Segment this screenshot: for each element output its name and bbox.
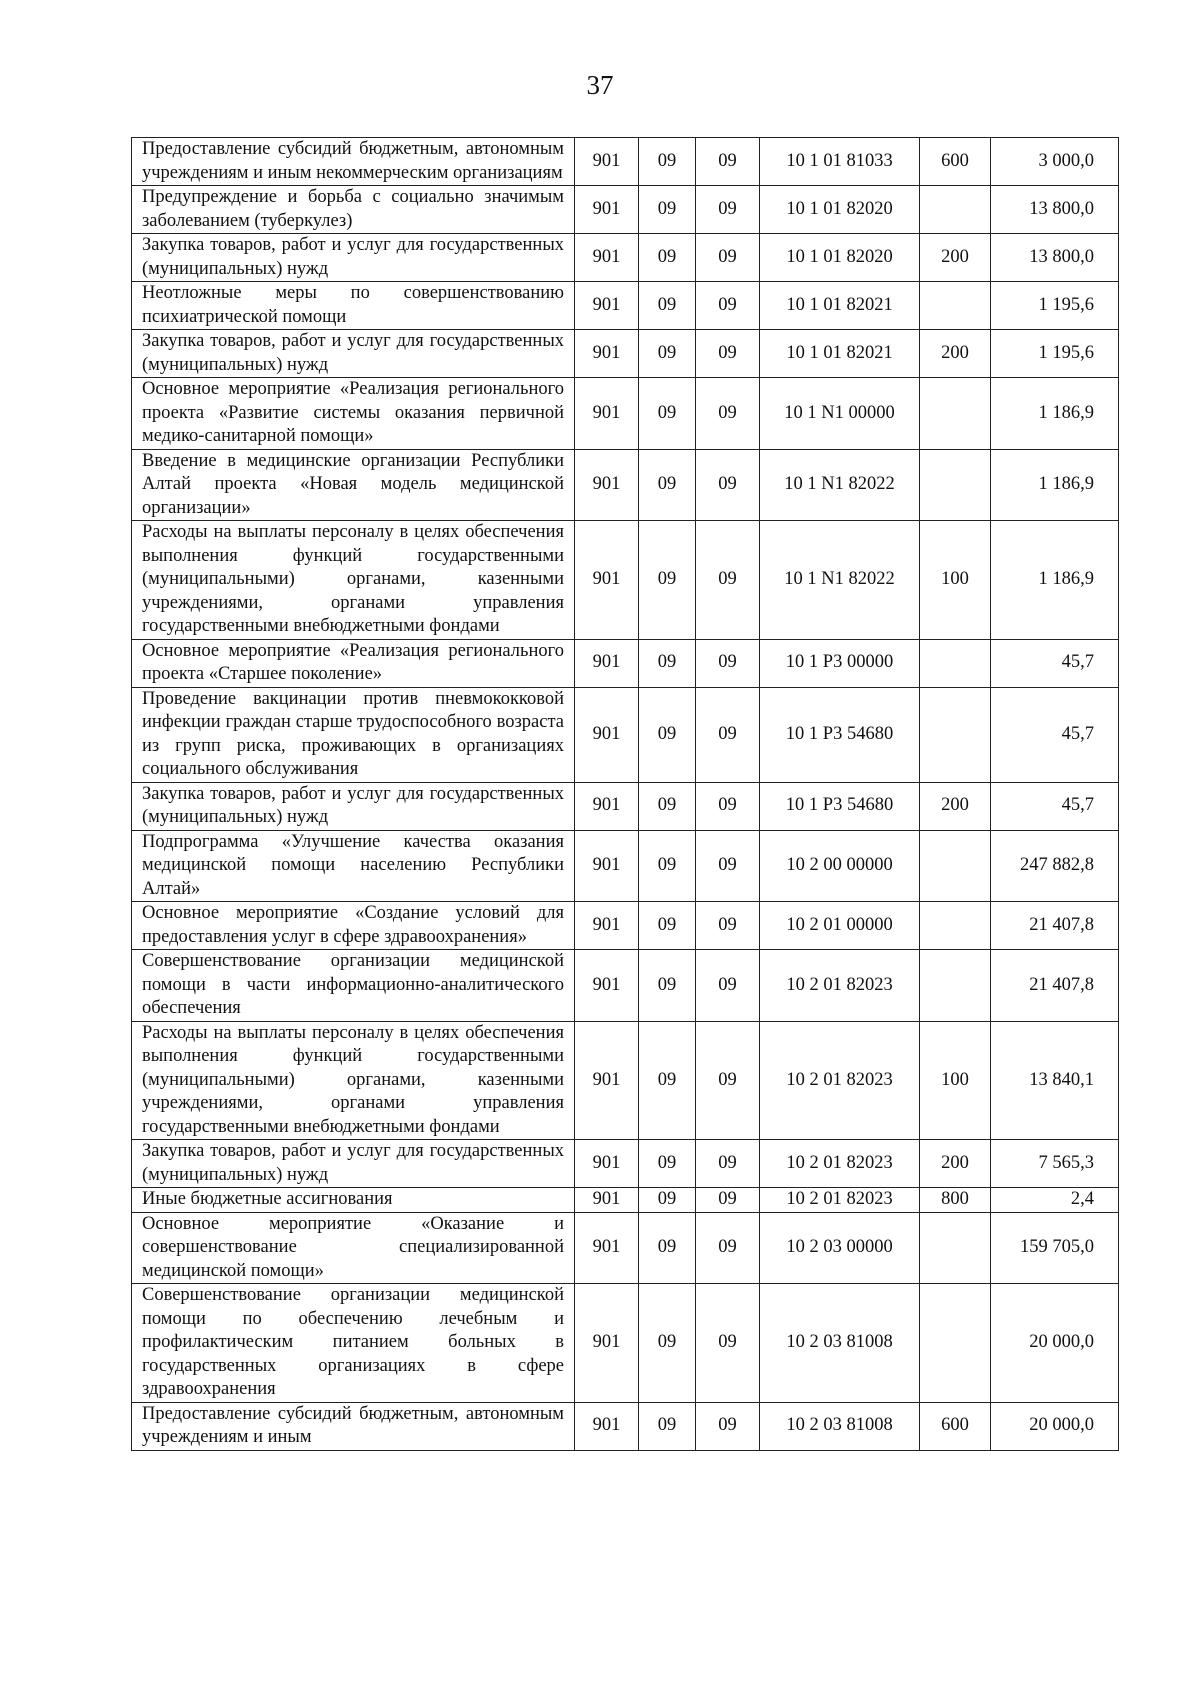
table-row xyxy=(132,449,1119,521)
row-section-cell: 09 xyxy=(639,639,696,687)
row-subsection-cell: 09 xyxy=(696,1284,760,1403)
row-target-article-cell: 10 1 01 82021 xyxy=(760,330,920,378)
row-name-cell: Предоставление субсидий бюджетным, автономным учреждениям и иным xyxy=(132,1402,575,1450)
row-name-cell: Основное мероприятие «Создание условий для предоставления услуг в сфере здравоохранения» xyxy=(132,902,575,950)
table-row xyxy=(132,186,1119,234)
row-target-article-cell: 10 2 03 00000 xyxy=(760,1212,920,1284)
row-ved-code-cell: 901 xyxy=(575,1284,639,1403)
row-amount-cell: 45,7 xyxy=(991,782,1119,830)
row-target-article-cell: 10 1 01 82020 xyxy=(760,234,920,282)
page-number: 37 xyxy=(586,70,614,100)
row-ved-code-cell: 901 xyxy=(575,1402,639,1450)
table-row xyxy=(132,639,1119,687)
row-amount-cell: 1 186,9 xyxy=(991,521,1119,640)
row-name-cell: Совершенствование организации медицинской помощи в части информационно-аналитического обеспечения xyxy=(132,950,575,1022)
row-section-cell: 09 xyxy=(639,282,696,330)
table-row xyxy=(132,830,1119,902)
table-body xyxy=(132,138,1119,1451)
row-ved-code-cell: 901 xyxy=(575,449,639,521)
row-section-cell: 09 xyxy=(639,782,696,830)
row-subsection-cell: 09 xyxy=(696,1140,760,1188)
row-section-cell: 09 xyxy=(639,1212,696,1284)
row-target-article-cell: 10 2 00 00000 xyxy=(760,830,920,902)
row-ved-code-cell: 901 xyxy=(575,950,639,1022)
row-section-cell: 09 xyxy=(639,521,696,640)
row-section-cell: 09 xyxy=(639,1140,696,1188)
row-target-article-cell: 10 1 P3 54680 xyxy=(760,782,920,830)
row-name-cell: Закупка товаров, работ и услуг для государственных (муниципальных) нужд xyxy=(132,234,575,282)
row-name-cell: Закупка товаров, работ и услуг для государственных (муниципальных) нужд xyxy=(132,782,575,830)
row-subsection-cell: 09 xyxy=(696,1402,760,1450)
row-section-cell: 09 xyxy=(639,186,696,234)
row-expense-type-cell xyxy=(920,830,991,902)
row-expense-type-cell xyxy=(920,1284,991,1403)
row-subsection-cell: 09 xyxy=(696,282,760,330)
row-subsection-cell: 09 xyxy=(696,902,760,950)
row-amount-cell: 21 407,8 xyxy=(991,902,1119,950)
row-section-cell: 09 xyxy=(639,687,696,782)
table-row xyxy=(132,378,1119,450)
row-subsection-cell: 09 xyxy=(696,782,760,830)
row-amount-cell: 13 840,1 xyxy=(991,1021,1119,1140)
row-section-cell: 09 xyxy=(639,1188,696,1213)
row-ved-code-cell: 901 xyxy=(575,1188,639,1213)
row-target-article-cell: 10 2 01 00000 xyxy=(760,902,920,950)
row-target-article-cell: 10 2 01 82023 xyxy=(760,1140,920,1188)
table-row xyxy=(132,1402,1119,1450)
row-expense-type-cell xyxy=(920,902,991,950)
table-row xyxy=(132,902,1119,950)
row-subsection-cell: 09 xyxy=(696,1188,760,1213)
row-target-article-cell: 10 1 N1 82022 xyxy=(760,521,920,640)
row-ved-code-cell: 901 xyxy=(575,234,639,282)
row-name-cell: Совершенствование организации медицинской помощи по обеспечению лечебным и профилактическим питанием больных в государственных организациях в сфере здравоохранения xyxy=(132,1284,575,1403)
row-ved-code-cell: 901 xyxy=(575,521,639,640)
row-name-cell: Предупреждение и борьба с социально значимым заболеванием (туберкулез) xyxy=(132,186,575,234)
row-section-cell: 09 xyxy=(639,1021,696,1140)
row-amount-cell: 1 195,6 xyxy=(991,330,1119,378)
row-section-cell: 09 xyxy=(639,950,696,1022)
row-name-cell: Закупка товаров, работ и услуг для государственных (муниципальных) нужд xyxy=(132,1140,575,1188)
row-subsection-cell: 09 xyxy=(696,234,760,282)
row-target-article-cell: 10 1 P3 00000 xyxy=(760,639,920,687)
table-row xyxy=(132,1188,1119,1213)
table-row xyxy=(132,330,1119,378)
row-expense-type-cell: 200 xyxy=(920,330,991,378)
row-expense-type-cell: 200 xyxy=(920,1140,991,1188)
row-target-article-cell: 10 1 N1 00000 xyxy=(760,378,920,450)
row-ved-code-cell: 901 xyxy=(575,330,639,378)
row-subsection-cell: 09 xyxy=(696,639,760,687)
row-name-cell: Расходы на выплаты персоналу в целях обеспечения выполнения функций государственными (муниципальными) органами, казенными учреждениями, органами управления государственными внебюджетными фондами xyxy=(132,521,575,640)
table-row xyxy=(132,1284,1119,1403)
table-row xyxy=(132,1140,1119,1188)
row-expense-type-cell xyxy=(920,950,991,1022)
row-target-article-cell: 10 2 01 82023 xyxy=(760,1021,920,1140)
row-amount-cell: 159 705,0 xyxy=(991,1212,1119,1284)
row-target-article-cell: 10 2 03 81008 xyxy=(760,1284,920,1403)
row-amount-cell: 1 186,9 xyxy=(991,378,1119,450)
row-section-cell: 09 xyxy=(639,449,696,521)
row-expense-type-cell xyxy=(920,639,991,687)
row-target-article-cell: 10 2 01 82023 xyxy=(760,950,920,1022)
row-amount-cell: 1 186,9 xyxy=(991,449,1119,521)
table-row xyxy=(132,1212,1119,1284)
row-name-cell: Основное мероприятие «Оказание и совершенствование специализированной медицинской помощи» xyxy=(132,1212,575,1284)
row-subsection-cell: 09 xyxy=(696,138,760,186)
row-section-cell: 09 xyxy=(639,1284,696,1403)
table-row xyxy=(132,950,1119,1022)
row-expense-type-cell xyxy=(920,378,991,450)
row-name-cell: Введение в медицинские организации Республики Алтай проекта «Новая модель медицинской организации» xyxy=(132,449,575,521)
row-ved-code-cell: 901 xyxy=(575,1021,639,1140)
table-row xyxy=(132,138,1119,186)
row-expense-type-cell: 600 xyxy=(920,138,991,186)
row-amount-cell: 2,4 xyxy=(991,1188,1119,1213)
row-section-cell: 09 xyxy=(639,138,696,186)
row-ved-code-cell: 901 xyxy=(575,782,639,830)
row-ved-code-cell: 901 xyxy=(575,639,639,687)
row-subsection-cell: 09 xyxy=(696,521,760,640)
row-amount-cell: 3 000,0 xyxy=(991,138,1119,186)
row-ved-code-cell: 901 xyxy=(575,282,639,330)
row-ved-code-cell: 901 xyxy=(575,1212,639,1284)
row-amount-cell: 20 000,0 xyxy=(991,1284,1119,1403)
row-section-cell: 09 xyxy=(639,234,696,282)
row-subsection-cell: 09 xyxy=(696,830,760,902)
row-amount-cell: 45,7 xyxy=(991,687,1119,782)
row-amount-cell: 13 800,0 xyxy=(991,186,1119,234)
row-expense-type-cell: 600 xyxy=(920,1402,991,1450)
row-target-article-cell: 10 1 N1 82022 xyxy=(760,449,920,521)
table-row xyxy=(132,687,1119,782)
row-name-cell: Предоставление субсидий бюджетным, автономным учреждениям и иным некоммерческим организациям xyxy=(132,138,575,186)
row-section-cell: 09 xyxy=(639,830,696,902)
row-expense-type-cell xyxy=(920,282,991,330)
row-expense-type-cell: 100 xyxy=(920,521,991,640)
row-expense-type-cell: 200 xyxy=(920,782,991,830)
row-name-cell: Неотложные меры по совершенствованию психиатрической помощи xyxy=(132,282,575,330)
row-subsection-cell: 09 xyxy=(696,1212,760,1284)
row-expense-type-cell xyxy=(920,687,991,782)
row-section-cell: 09 xyxy=(639,1402,696,1450)
row-subsection-cell: 09 xyxy=(696,330,760,378)
row-expense-type-cell xyxy=(920,1212,991,1284)
row-name-cell: Закупка товаров, работ и услуг для государственных (муниципальных) нужд xyxy=(132,330,575,378)
table-row xyxy=(132,521,1119,640)
row-amount-cell: 7 565,3 xyxy=(991,1140,1119,1188)
row-expense-type-cell: 200 xyxy=(920,234,991,282)
table-row xyxy=(132,234,1119,282)
row-subsection-cell: 09 xyxy=(696,1021,760,1140)
row-name-cell: Основное мероприятие «Реализация регионального проекта «Развитие системы оказания первичной медико-санитарной помощи» xyxy=(132,378,575,450)
row-name-cell: Иные бюджетные ассигнования xyxy=(132,1188,575,1213)
row-expense-type-cell: 800 xyxy=(920,1188,991,1213)
row-amount-cell: 1 195,6 xyxy=(991,282,1119,330)
row-target-article-cell: 10 2 03 81008 xyxy=(760,1402,920,1450)
row-target-article-cell: 10 1 01 82021 xyxy=(760,282,920,330)
row-subsection-cell: 09 xyxy=(696,950,760,1022)
row-amount-cell: 247 882,8 xyxy=(991,830,1119,902)
row-ved-code-cell: 901 xyxy=(575,186,639,234)
row-subsection-cell: 09 xyxy=(696,378,760,450)
row-target-article-cell: 10 1 01 82020 xyxy=(760,186,920,234)
row-name-cell: Расходы на выплаты персоналу в целях обеспечения выполнения функций государственными (муниципальными) органами, казенными учреждениями, органами управления государственными внебюджетными фондами xyxy=(132,1021,575,1140)
row-section-cell: 09 xyxy=(639,378,696,450)
row-section-cell: 09 xyxy=(639,330,696,378)
row-amount-cell: 21 407,8 xyxy=(991,950,1119,1022)
row-ved-code-cell: 901 xyxy=(575,830,639,902)
row-ved-code-cell: 901 xyxy=(575,1140,639,1188)
table-row xyxy=(132,282,1119,330)
row-target-article-cell: 10 1 P3 54680 xyxy=(760,687,920,782)
row-name-cell: Проведение вакцинации против пневмококковой инфекции граждан старше трудоспособного возраста из групп риска, проживающих в организациях социального обслуживания xyxy=(132,687,575,782)
row-name-cell: Подпрограмма «Улучшение качества оказания медицинской помощи населению Республики Алтай» xyxy=(132,830,575,902)
row-ved-code-cell: 901 xyxy=(575,902,639,950)
table-row xyxy=(132,1021,1119,1140)
row-target-article-cell: 10 1 01 81033 xyxy=(760,138,920,186)
row-amount-cell: 13 800,0 xyxy=(991,234,1119,282)
row-subsection-cell: 09 xyxy=(696,687,760,782)
row-subsection-cell: 09 xyxy=(696,186,760,234)
row-expense-type-cell xyxy=(920,449,991,521)
row-ved-code-cell: 901 xyxy=(575,138,639,186)
budget-table xyxy=(131,137,1119,1451)
row-ved-code-cell: 901 xyxy=(575,378,639,450)
row-section-cell: 09 xyxy=(639,902,696,950)
row-ved-code-cell: 901 xyxy=(575,687,639,782)
row-expense-type-cell xyxy=(920,186,991,234)
row-subsection-cell: 09 xyxy=(696,449,760,521)
row-expense-type-cell: 100 xyxy=(920,1021,991,1140)
table-row xyxy=(132,782,1119,830)
row-amount-cell: 20 000,0 xyxy=(991,1402,1119,1450)
row-target-article-cell: 10 2 01 82023 xyxy=(760,1188,920,1213)
row-amount-cell: 45,7 xyxy=(991,639,1119,687)
row-name-cell: Основное мероприятие «Реализация регионального проекта «Старшее поколение» xyxy=(132,639,575,687)
